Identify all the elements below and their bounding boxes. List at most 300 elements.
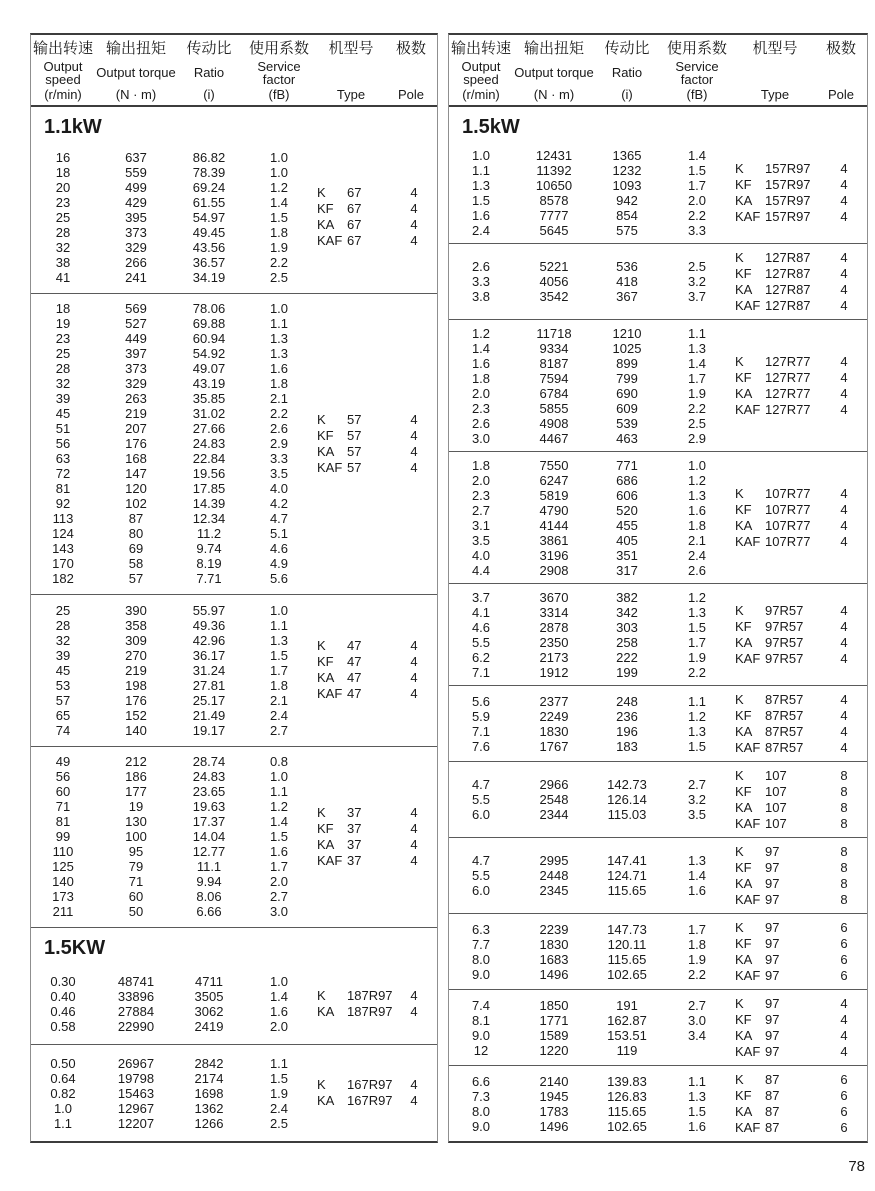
header-column — [241, 40, 317, 102]
output-torque-value: 3670 — [539, 589, 569, 605]
table-row — [31, 989, 317, 1004]
output-torque-value: 449 — [125, 331, 147, 347]
output-torque-value: 69 — [128, 541, 144, 557]
type-list — [735, 354, 867, 418]
type-row — [735, 968, 857, 984]
service-factor-value: 1.3 — [687, 604, 707, 620]
service-factor-value: 3.2 — [687, 274, 707, 289]
service-factor-value: 0.8 — [269, 754, 289, 770]
type-prefix: KA — [735, 951, 753, 967]
header-label-en: Output speed — [43, 58, 83, 87]
header-unit-label: Pole — [397, 87, 425, 102]
output-speed-value: 1.1 — [53, 1115, 73, 1131]
header-column — [815, 40, 867, 102]
pole-value: 4 — [410, 820, 418, 836]
output-torque-value: 266 — [125, 254, 147, 270]
type-row — [317, 837, 427, 853]
type-model: 107 — [765, 767, 787, 783]
table-row — [31, 663, 317, 678]
service-factor-value: 1.1 — [687, 693, 707, 709]
type-prefix: KA — [735, 1103, 753, 1119]
type-row — [317, 1077, 427, 1093]
ratio-value: 405 — [616, 532, 638, 548]
ratio-value: 61.55 — [192, 194, 226, 210]
service-factor-value: 1.6 — [269, 1003, 289, 1019]
output-torque-value: 5819 — [539, 487, 569, 503]
table-row — [31, 421, 317, 436]
pole-value: 8 — [840, 891, 848, 907]
output-speed-value: 8.1 — [471, 1012, 491, 1028]
type-row — [735, 800, 857, 816]
type-model: 97 — [765, 995, 780, 1011]
type-model: 107R77 — [765, 517, 811, 533]
type-prefix: KAF — [735, 891, 761, 907]
output-torque-value: 207 — [125, 421, 147, 437]
type-model: 107R77 — [765, 485, 811, 501]
ratio-value: 196 — [616, 723, 638, 739]
output-torque-value: 329 — [125, 239, 147, 255]
pole-value: 4 — [840, 602, 848, 618]
service-factor-value: 3.4 — [687, 1027, 707, 1043]
table-row — [449, 431, 735, 446]
output-speed-value: 3.7 — [471, 589, 491, 605]
output-torque-value: 637 — [125, 149, 147, 165]
spec-block — [449, 243, 867, 319]
pole-value: 4 — [410, 654, 418, 670]
output-torque-value: 329 — [125, 376, 147, 392]
header-label-zh: 输出扭矩 — [523, 40, 584, 57]
type-model: 97 — [765, 951, 780, 967]
data-rows — [449, 1074, 735, 1134]
type-prefix: K — [317, 638, 326, 654]
service-factor-value: 1.2 — [687, 589, 707, 605]
table-row — [449, 739, 735, 754]
service-factor-value: 3.5 — [687, 807, 707, 822]
table-row — [449, 416, 735, 431]
type-prefix: K — [735, 691, 744, 707]
table-row — [31, 708, 317, 723]
type-row — [735, 250, 857, 266]
service-factor-value: 3.2 — [687, 792, 707, 807]
type-row — [735, 518, 857, 534]
type-model: 37 — [347, 820, 362, 836]
pole-value: 6 — [840, 935, 848, 951]
type-prefix: KA — [317, 670, 335, 686]
data-rows — [31, 974, 317, 1034]
table-row — [31, 210, 317, 225]
service-factor-value: 1.2 — [269, 799, 289, 815]
type-list — [735, 1072, 867, 1136]
output-torque-value: 219 — [125, 662, 147, 678]
table-row — [449, 193, 735, 208]
output-torque-value: 50 — [128, 904, 144, 920]
ratio-value: 24.83 — [192, 436, 226, 452]
table-row — [449, 259, 735, 274]
output-torque-value: 87 — [128, 511, 144, 527]
output-torque-value: 1771 — [539, 1012, 569, 1028]
type-model: 127R77 — [765, 353, 811, 369]
ratio-value: 686 — [616, 472, 638, 488]
output-torque-value: 3314 — [539, 604, 569, 620]
type-prefix: KF — [317, 427, 334, 443]
type-model: 47 — [347, 670, 362, 686]
output-speed-value: 4.0 — [471, 547, 491, 563]
ratio-value: 162.87 — [607, 1012, 647, 1028]
type-row — [317, 428, 427, 444]
ratio-value: 9.94 — [196, 874, 222, 890]
pole-value: 4 — [840, 281, 848, 297]
type-model: 87 — [765, 1119, 780, 1135]
output-torque-value: 12207 — [117, 1115, 155, 1131]
type-prefix: KF — [317, 654, 334, 670]
output-speed-value: 6.3 — [471, 921, 491, 937]
table-row — [31, 556, 317, 571]
table-row — [449, 148, 735, 163]
output-torque-value: 5645 — [539, 222, 569, 238]
service-factor-value: 2.2 — [687, 664, 707, 680]
service-factor-value: 3.7 — [687, 289, 707, 304]
pole-value: 4 — [410, 1077, 418, 1092]
pole-value: 6 — [840, 1087, 848, 1103]
service-factor-value: 1.3 — [269, 331, 289, 347]
service-factor-value: 1.9 — [269, 239, 289, 255]
ratio-value: 19.63 — [192, 799, 226, 815]
service-factor-value: 1.7 — [687, 634, 707, 650]
pole-value: 8 — [840, 859, 848, 875]
type-list — [735, 603, 867, 667]
table-row — [449, 386, 735, 401]
service-factor-value: 1.5 — [687, 1103, 707, 1119]
type-prefix: KF — [735, 501, 752, 517]
ratio-value: 575 — [616, 222, 638, 238]
output-speed-value: 4.7 — [471, 853, 491, 868]
output-speed-value: 211 — [52, 904, 74, 920]
output-torque-value: 11392 — [536, 162, 572, 178]
table-row — [31, 451, 317, 466]
pole-value: 4 — [410, 670, 418, 686]
type-list — [317, 805, 437, 869]
service-factor-value: 1.0 — [269, 149, 289, 165]
type-model: 97R57 — [765, 634, 804, 650]
type-prefix: K — [735, 485, 744, 501]
output-speed-value: 74 — [55, 722, 71, 738]
type-prefix: KA — [317, 1093, 335, 1108]
output-speed-value: 7.4 — [471, 997, 491, 1013]
type-prefix: KF — [735, 369, 752, 385]
pole-value: 4 — [840, 739, 848, 755]
type-model: 97 — [765, 967, 780, 983]
type-row — [735, 370, 857, 386]
table-row — [449, 868, 735, 883]
output-torque-value: 2878 — [539, 619, 569, 635]
header-label-zh: 极数 — [395, 40, 426, 57]
header-label-en: Output torque — [514, 65, 594, 80]
output-speed-value: 81 — [55, 814, 71, 830]
type-prefix: KAF — [735, 401, 761, 417]
data-rows — [449, 998, 735, 1058]
output-speed-value: 32 — [55, 376, 71, 392]
type-prefix: KA — [317, 1003, 335, 1019]
output-speed-value: 0.50 — [50, 1055, 76, 1071]
header-unit-label: (r/min) — [462, 87, 500, 102]
output-torque-value: 395 — [125, 209, 147, 225]
table-row — [449, 503, 735, 518]
service-factor-value: 1.6 — [687, 502, 707, 518]
output-torque-value: 27884 — [117, 1003, 155, 1019]
ratio-value: 31.24 — [192, 662, 226, 678]
pole-value: 4 — [410, 185, 418, 201]
output-torque-value: 9334 — [539, 340, 569, 356]
service-factor-value: 2.5 — [687, 415, 707, 431]
pole-value: 8 — [840, 783, 848, 799]
output-torque-value: 263 — [125, 391, 147, 407]
spec-block — [31, 963, 437, 1044]
output-speed-value: 71 — [55, 799, 71, 815]
type-prefix: K — [735, 160, 744, 176]
output-speed-value: 60 — [55, 784, 71, 800]
output-torque-value: 1496 — [539, 966, 569, 982]
type-model: 57 — [347, 459, 362, 475]
type-row — [317, 988, 427, 1004]
pole-value: 4 — [840, 723, 848, 739]
type-list — [735, 250, 867, 314]
type-list — [317, 1077, 437, 1109]
service-factor-value — [659, 1043, 735, 1058]
type-model: 187R97 — [347, 1003, 393, 1019]
output-torque-value: 5855 — [539, 400, 569, 416]
output-speed-value: 3.1 — [471, 517, 491, 533]
spec-table-right — [448, 33, 868, 1143]
type-prefix: KF — [735, 265, 752, 281]
table-row — [449, 792, 735, 807]
ratio-value: 19.17 — [192, 722, 226, 738]
output-torque-value: 2344 — [539, 807, 569, 822]
type-row — [735, 1088, 857, 1104]
table-row — [31, 316, 317, 331]
output-torque-value: 19798 — [117, 1070, 155, 1086]
type-model: 97 — [765, 919, 780, 935]
ratio-value: 2174 — [194, 1070, 224, 1086]
type-model: 97 — [765, 1011, 780, 1027]
output-speed-value: 25 — [55, 209, 71, 225]
ratio-value: 351 — [616, 547, 638, 563]
type-model: 107R77 — [765, 533, 811, 549]
type-model: 127R77 — [765, 401, 811, 417]
service-factor-value: 2.0 — [269, 874, 289, 890]
table-row — [31, 754, 317, 769]
output-torque-value: 2548 — [539, 792, 569, 807]
ratio-value: 115.65 — [607, 1103, 647, 1119]
service-factor-value: 3.3 — [269, 451, 289, 467]
header-unit-label: Type — [760, 87, 790, 102]
type-prefix: KAF — [317, 459, 343, 475]
ratio-value: 49.36 — [192, 617, 226, 633]
ratio-value: 1365 — [612, 147, 642, 163]
output-speed-value: 19 — [55, 316, 71, 332]
pole-value: 4 — [840, 369, 848, 385]
type-row — [317, 201, 427, 217]
type-model: 97 — [765, 875, 780, 891]
output-torque-value: 57 — [128, 571, 144, 587]
table-row — [449, 289, 735, 304]
pole-value: 4 — [410, 686, 418, 702]
output-speed-value: 9.0 — [471, 1118, 491, 1134]
pole-value: 8 — [840, 815, 848, 831]
header-unit-label: (i) — [621, 87, 633, 102]
service-factor-value: 1.0 — [687, 457, 707, 473]
type-row — [735, 768, 857, 784]
pole-value: 4 — [410, 201, 418, 217]
ratio-value: 367 — [616, 289, 638, 304]
ratio-value: 11.1 — [196, 859, 222, 875]
data-rows — [449, 922, 735, 982]
ratio-value: 55.97 — [192, 602, 226, 618]
service-factor-value: 1.5 — [687, 619, 707, 635]
type-row — [317, 412, 427, 428]
table-row — [31, 406, 317, 421]
ratio-value: 8.06 — [196, 889, 222, 905]
service-factor-value: 1.9 — [687, 385, 707, 401]
output-speed-value: 25 — [55, 602, 71, 618]
type-prefix: K — [735, 767, 744, 783]
header-column — [449, 40, 513, 102]
data-rows — [449, 694, 735, 754]
type-row — [735, 996, 857, 1012]
header-label-zh: 使用系数 — [248, 40, 309, 57]
service-factor-value: 1.0 — [269, 164, 289, 180]
spec-block — [449, 1065, 867, 1141]
output-speed-value: 1.1 — [471, 162, 491, 178]
type-prefix: KAF — [317, 233, 343, 249]
output-speed-value: 143 — [52, 541, 74, 557]
type-prefix: K — [735, 249, 744, 265]
type-model: 87 — [765, 1087, 780, 1103]
ratio-value: 799 — [616, 370, 638, 386]
ratio-value: 2419 — [194, 1018, 224, 1034]
output-torque-value: 2350 — [539, 634, 569, 650]
service-factor-value: 2.1 — [269, 692, 289, 708]
output-torque-value: 212 — [125, 754, 147, 770]
type-prefix: KF — [735, 935, 752, 951]
service-factor-value: 1.8 — [687, 936, 707, 952]
output-speed-value: 45 — [55, 662, 71, 678]
data-rows — [449, 777, 735, 822]
output-torque-value: 3861 — [539, 532, 569, 548]
service-factor-value: 1.7 — [687, 177, 707, 193]
ratio-value: 854 — [616, 207, 638, 223]
output-speed-value: 49 — [55, 754, 71, 770]
table-row — [449, 563, 735, 578]
pole-value: 4 — [840, 517, 848, 533]
ratio-value: 418 — [616, 274, 638, 289]
type-prefix: KA — [317, 443, 335, 459]
header-label-zh: 使用系数 — [666, 40, 727, 57]
table-row — [31, 723, 317, 738]
type-list — [735, 692, 867, 756]
header-column — [513, 40, 595, 102]
ratio-value: 126.14 — [607, 792, 647, 807]
service-factor-value: 5.6 — [269, 571, 289, 587]
type-row — [735, 1072, 857, 1088]
output-torque-value: 4790 — [539, 502, 569, 518]
service-factor-value: 2.5 — [687, 259, 707, 274]
output-speed-value: 39 — [55, 391, 71, 407]
type-model: 37 — [347, 836, 362, 852]
pole-value: 4 — [410, 804, 418, 820]
service-factor-value: 4.9 — [269, 556, 289, 572]
type-model: 97 — [765, 935, 780, 951]
header-label-zh: 输出转速 — [32, 40, 93, 57]
pole-value: 4 — [410, 638, 418, 654]
spec-block — [449, 685, 867, 761]
output-torque-value: 4056 — [539, 274, 569, 289]
ratio-value: 120.11 — [607, 936, 647, 952]
output-speed-value: 41 — [55, 269, 71, 285]
header-column — [31, 40, 95, 102]
table-row — [31, 648, 317, 663]
ratio-value: 34.19 — [192, 269, 226, 285]
table-row — [449, 807, 735, 822]
type-prefix: K — [735, 602, 744, 618]
type-list — [735, 768, 867, 832]
output-torque-value: 2966 — [539, 777, 569, 792]
output-speed-value: 18 — [55, 301, 71, 317]
output-speed-value: 18 — [55, 164, 71, 180]
header-column — [177, 40, 241, 102]
ratio-value: 31.02 — [192, 406, 226, 422]
output-speed-value: 39 — [55, 647, 71, 663]
output-speed-value: 3.8 — [471, 289, 491, 304]
type-prefix: K — [735, 1071, 744, 1087]
output-speed-value: 5.5 — [471, 792, 491, 807]
header-unit-label: (N · m) — [533, 87, 575, 102]
ratio-value: 43.19 — [192, 376, 226, 392]
spec-block — [31, 594, 437, 746]
output-speed-value: 1.0 — [53, 1100, 73, 1116]
output-speed-value: 6.6 — [471, 1073, 491, 1089]
ratio-value: 536 — [616, 259, 638, 274]
service-factor-value: 2.7 — [269, 889, 289, 905]
output-torque-value: 186 — [125, 769, 147, 785]
service-factor-value: 1.6 — [269, 361, 289, 377]
output-speed-value: 6.0 — [471, 807, 491, 822]
type-model: 127R87 — [765, 249, 811, 265]
pole-value: 8 — [840, 767, 848, 783]
service-factor-value: 1.4 — [269, 194, 289, 210]
table-row — [449, 1089, 735, 1104]
output-speed-value: 5.5 — [471, 634, 491, 650]
type-row — [735, 209, 857, 225]
type-model: 47 — [347, 638, 362, 654]
table-row — [31, 889, 317, 904]
type-row — [317, 444, 427, 460]
ratio-value: 8.19 — [196, 556, 222, 572]
output-speed-value: 38 — [55, 254, 71, 270]
type-prefix: KA — [317, 217, 335, 233]
table-row — [31, 361, 317, 376]
service-factor-value: 1.3 — [687, 723, 707, 739]
service-factor-value: 2.6 — [269, 421, 289, 437]
table-row — [31, 481, 317, 496]
type-model: 87 — [765, 1071, 780, 1087]
table-row — [31, 240, 317, 255]
type-list — [735, 996, 867, 1060]
spec-table-left — [30, 33, 438, 1143]
ratio-value: 11.2 — [196, 526, 222, 542]
type-prefix: K — [735, 919, 744, 935]
table-row — [449, 724, 735, 739]
output-torque-value: 3196 — [539, 547, 569, 563]
